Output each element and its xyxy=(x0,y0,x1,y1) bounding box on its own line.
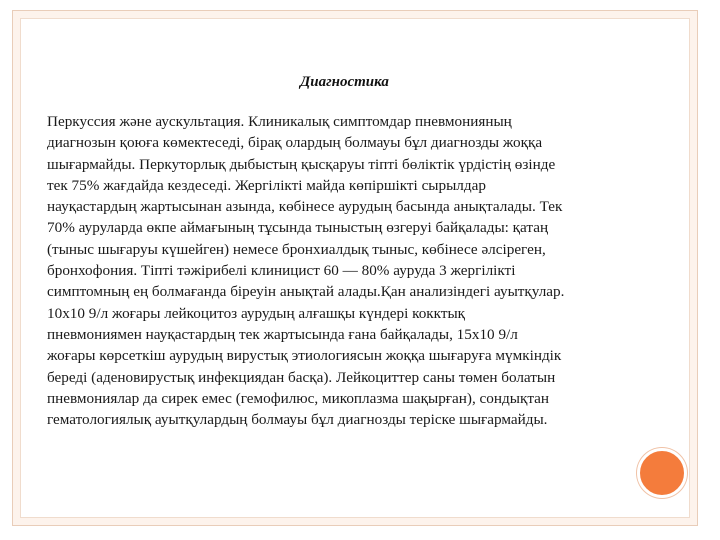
body-line: тек 75% жағдайда кездеседі. Жергілікті майда көпіршікті сырылдар xyxy=(47,176,486,194)
body-line: бронхофония. Тіпті тәжірибелі клиницист 60 — 80% ауруда 3 жергілікті xyxy=(47,262,516,280)
body-line: 10х10 9/л жоғары лейкоцитоз аурудың алғашқы күндері кокктық xyxy=(47,304,466,322)
decorative-circle xyxy=(637,448,687,498)
body-line: береді (аденовирустық инфекциядан басқа). Лейкоциттер саны төмен болатын xyxy=(47,368,556,386)
body-line: (тыныс шығаруы күшейген) немесе бронхиалдық тыныс, көбінесе әлсіреген, xyxy=(47,240,546,258)
slide-title: Диагностика xyxy=(300,74,389,90)
body-line: шығармайды. Перкуторлық дыбыстың қысқаруы тіпті бөліктік үрдістің өзінде xyxy=(47,155,556,173)
body-line: 70% ауруларда өкпе аймағының тұсында тыныстың өзгеруі байқалады: қатаң xyxy=(47,219,549,237)
body-line: Перкуссия және аускультация. Клиникалық симптомдар пневмонияның xyxy=(47,113,512,130)
body-line: диагнозын қоюға көмектеседі, бірақ олардың болмауы бұл диагнозды жоққа xyxy=(47,134,543,152)
body-line: пневмониямен науқастардың тек жартысында ғана байқалады, 15х10 9/л xyxy=(47,325,518,343)
body-line: жоғары көрсеткіш аурудың вирустық этиологиясын жоққа шығаруға мүмкіндік xyxy=(47,347,562,365)
body-line: симптомның ең болмағанда біреуін анықтай алады.Қан анализіндегі ауытқулар. xyxy=(47,283,565,301)
slide-body xyxy=(47,111,687,430)
body-line: пневмониялар да сирек емес (гемофилюс, микоплазма шақырған), сондықтан xyxy=(47,389,550,407)
body-line: науқастардың жартысынан азында, көбінесе аурудың басында анықталады. Тек xyxy=(47,198,563,216)
body-line: гематологиялық ауытқулардың болмауы бұл диагнозды теріске шығармайды. xyxy=(47,411,548,429)
